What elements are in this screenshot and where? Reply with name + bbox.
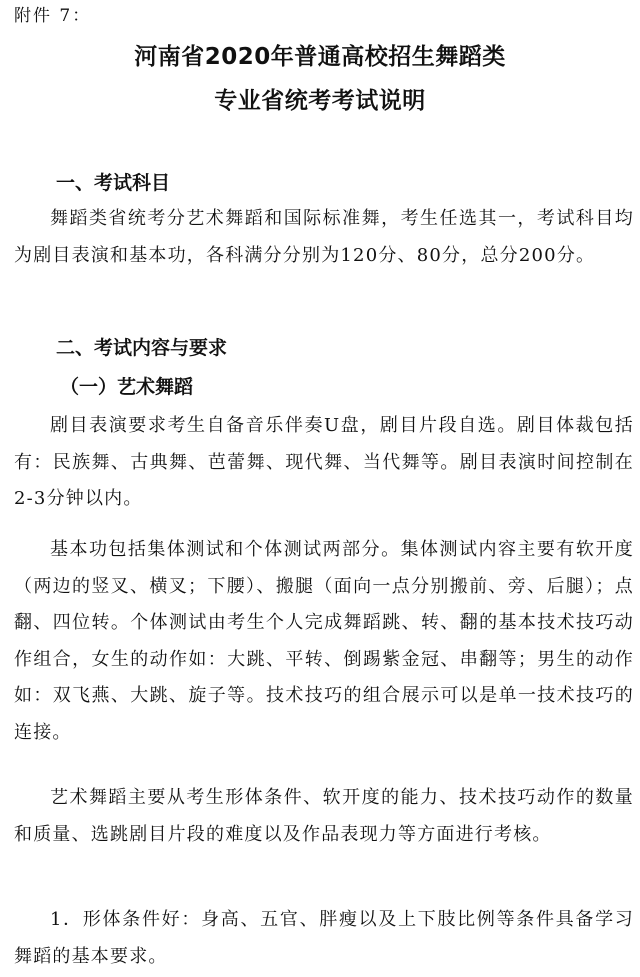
- attachment-label: 附件 7：: [14, 6, 92, 26]
- section-heading-content: 二、考试内容与要求: [56, 337, 228, 359]
- paragraph-assessment: 艺术舞蹈主要从考生形体条件、软开度的能力、技术技巧动作的数量和质量、选跳剧目片段的难度以及作品表现力等方面进行考核。: [14, 787, 634, 845]
- document-title-line-1: 河南省2020年普通高校招生舞蹈类: [134, 44, 506, 70]
- paragraph-subjects: 舞蹈类省统考分艺术舞蹈和国际标准舞，考生任选其一，考试科目均为剧目表演和基本功，各科满分分别为120分、80分，总分200分。: [14, 208, 634, 266]
- section-heading-subjects: 一、考试科目: [56, 172, 171, 194]
- paragraph-repertoire: 剧目表演要求考生自备音乐伴奏U盘，剧目片段自选。剧目体裁包括有：民族舞、古典舞、芭蕾舞、现代舞、当代舞等。剧目表演时间控制在2-3分钟以内。: [14, 415, 634, 509]
- paragraph-item-1: 1．形体条件好：身高、五官、胖瘦以及上下肢比例等条件具备学习舞蹈的基本要求。: [14, 909, 634, 967]
- document-title-line-2: 专业省统考考试说明: [214, 88, 426, 114]
- paragraph-basic-skills: 基本功包括集体测试和个体测试两部分。集体测试内容主要有软开度（两边的竖叉、横叉；下腰）、搬腿（面向一点分别搬前、旁、后腿）；点翻、四位转。个体测试由考生个人完成舞蹈跳、转、翻的基本技术技巧动作组合，女生的动作如：大跳、平转、倒踢紫金冠、串翻等；男生的动作如：双飞燕、大跳、旋子等。技术技巧的组合展示可以是单一技术技巧的连接。: [14, 539, 634, 743]
- subsection-heading-art-dance: （一）艺术舞蹈: [60, 376, 194, 398]
